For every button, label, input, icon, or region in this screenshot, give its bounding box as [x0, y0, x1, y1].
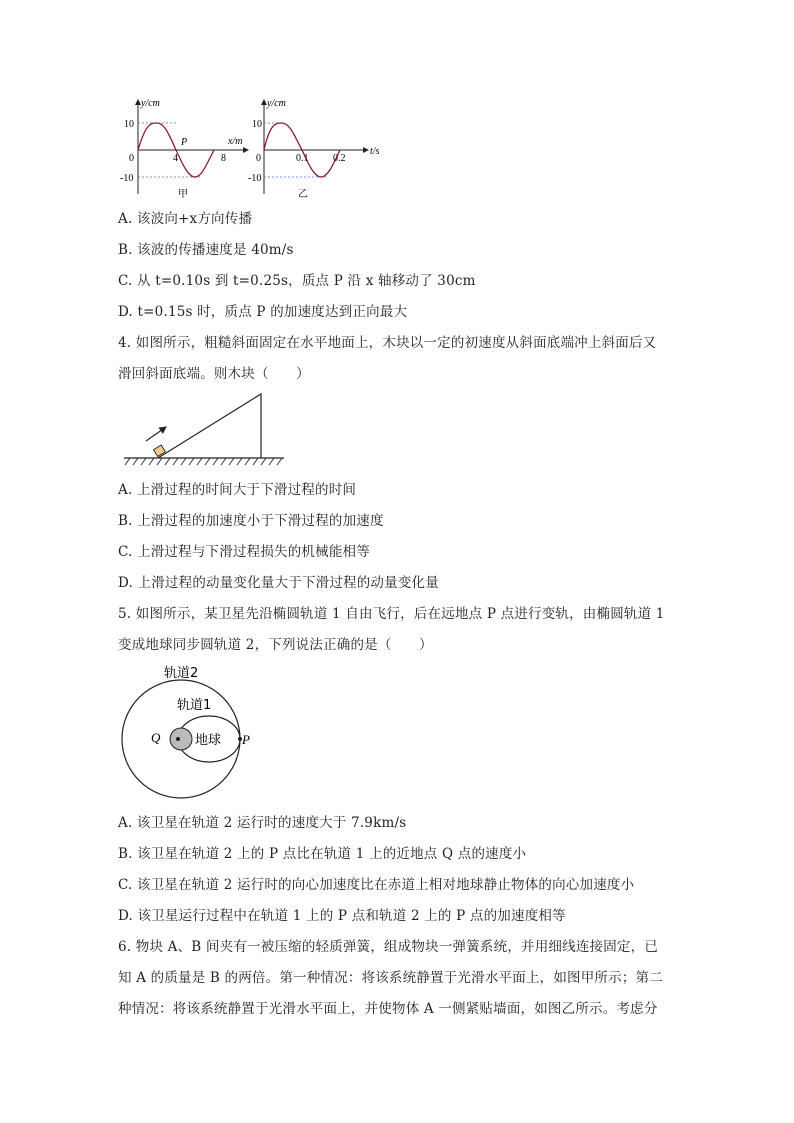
yi-x-tick-0.1: 0.1	[296, 153, 309, 164]
q3-option-a: A. 该波向+x方向传播	[118, 211, 253, 227]
q4-stem-line2: 滑回斜面底端。则木块（ ）	[118, 366, 310, 382]
jia-y-tick-neg10: -10	[120, 173, 134, 184]
q5-option-d: D. 该卫星运行过程中在轨道 1 上的 P 点和轨道 2 上的 P 点的加速度相等	[118, 908, 566, 924]
jia-x-tick-4: 4	[173, 153, 178, 164]
jia-caption: 甲	[178, 189, 188, 200]
yi-x-tick-0.2: 0.2	[333, 153, 346, 164]
q4-option-a: A. 上滑过程的时间大于下滑过程的时间	[118, 482, 357, 498]
orbit-2-label: 轨道2	[164, 666, 199, 681]
point-p-label: P	[242, 732, 250, 747]
jia-point-p: P	[181, 137, 188, 148]
orbit-figure	[118, 660, 268, 810]
yi-y-axis-label: y/cm	[267, 98, 286, 109]
yi-y-tick-10: 10	[252, 119, 262, 130]
q3-option-c: C. 从 t=0.10s 到 t=0.25s，质点 P 沿 x 轴移动了 30cm	[118, 273, 476, 289]
jia-x-axis-label: x/m	[228, 136, 243, 147]
q6-line3: 种情况：将该系统静置于光滑水平面上，并使物体 A 一侧紧贴墙面，如图乙所示。考虑分	[118, 1001, 658, 1017]
jia-x-tick-0: 0	[129, 153, 134, 164]
jia-y-tick-10: 10	[124, 119, 134, 130]
q3-option-b: B. 该波的传播速度是 40m/s	[118, 242, 294, 258]
q4-option-d: D. 上滑过程的动量变化量大于下滑过程的动量变化量	[118, 575, 439, 591]
yi-x-tick-0: 0	[256, 153, 261, 164]
point-q-label: Q	[151, 730, 161, 745]
jia-y-axis-label: y/cm	[141, 98, 160, 109]
wave-figures	[118, 94, 388, 202]
q3-option-d: D. t=0.15s 时，质点 P 的加速度达到正向最大	[118, 304, 408, 320]
wave-graph-yi	[248, 98, 380, 200]
q6-line2: 知 A 的质量是 B 的两倍。第一种情况：将该系统静置于光滑水平面上，如图甲所示；第二	[118, 970, 663, 986]
earth	[170, 728, 192, 750]
jia-x-tick-8: 8	[221, 153, 226, 164]
q5-option-c: C. 该卫星在轨道 2 运行时的向心加速度比在赤道上相对地球静止物体的向心加速度小	[118, 877, 635, 893]
wave-graph-jia	[120, 98, 248, 200]
q6-line1: 6. 物块 A、B 间夹有一被压缩的轻质弹簧，组成物块一弹簧系统，并用细线连接固定，已	[118, 939, 659, 955]
orbit-1-label: 轨道1	[177, 698, 212, 713]
yi-caption: 乙	[298, 189, 308, 200]
q5-option-a: A. 该卫星在轨道 2 运行时的速度大于 7.9km/s	[118, 815, 407, 831]
q4-option-c: C. 上滑过程与下滑过程损失的机械能相等	[118, 544, 370, 560]
q5-option-b: B. 该卫星在轨道 2 上的 P 点比在轨道 1 上的近地点 Q 点的速度小	[118, 846, 527, 862]
q5-stem-line1: 5. 如图所示，某卫星先沿椭圆轨道 1 自由飞行，后在远地点 P 点进行变轨，由椭圆轨道 1	[118, 606, 665, 622]
yi-x-axis-label: t/s	[370, 146, 380, 157]
earth-label: 地球	[195, 733, 222, 748]
yi-y-tick-neg10: -10	[248, 173, 262, 184]
q4-option-b: B. 上滑过程的加速度小于下滑过程的加速度	[118, 513, 384, 529]
incline-figure	[122, 390, 290, 468]
q5-stem-line2: 变成地球同步圆轨道 2，下列说法正确的是（ ）	[118, 637, 433, 653]
q4-stem-line1: 4. 如图所示，粗糙斜面固定在水平地面上，木块以一定的初速度从斜面底端冲上斜面后又	[118, 335, 657, 351]
